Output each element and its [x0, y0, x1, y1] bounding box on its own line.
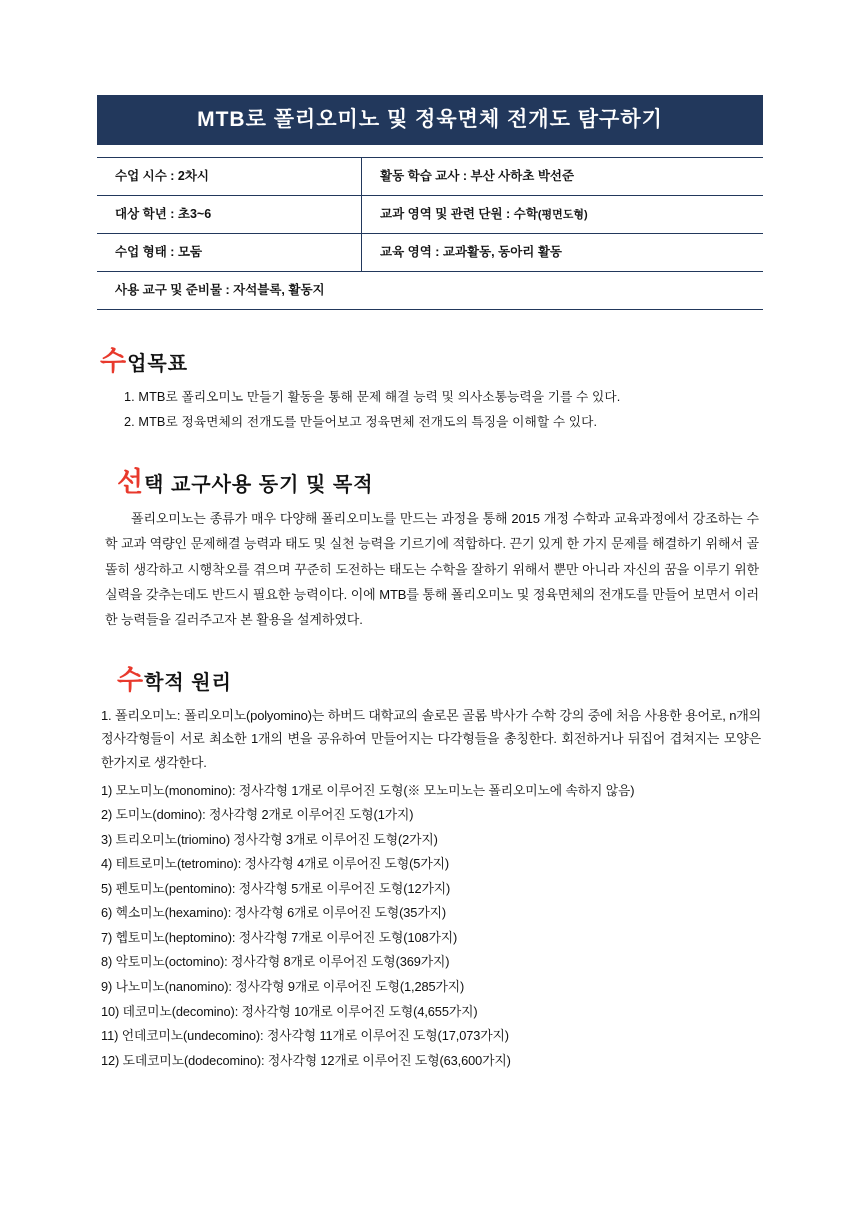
list-item: 4) 테트로미노(tetromino): 정사각형 4개로 이루어진 도형(5가지) — [101, 856, 450, 872]
list-item: 2) 도미노(domino): 정사각형 2개로 이루어진 도형(1가지) — [101, 807, 414, 823]
list-item: 12) 도데코미노(dodecomino): 정사각형 12개로 이루어진 도형(63,600가지) — [101, 1052, 511, 1068]
lesson-info-table — [97, 157, 763, 310]
list-item: 7) 헵토미노(heptomino): 정사각형 7개로 이루어진 도형(108가지) — [101, 929, 458, 945]
list-item: 1) 모노미노(monomino): 정사각형 1개로 이루어진 도형(※ 모노미노는 폴리오미노에 속하지 않음) — [101, 782, 635, 798]
list-item: 3) 트리오미노(triomino) 정사각형 3개로 이루어진 도형(2가지) — [101, 831, 438, 847]
section-heading-goal — [100, 348, 763, 375]
list-item: 9) 나노미노(nanomino): 정사각형 9개로 이루어진 도형(1,285가지) — [101, 979, 465, 994]
info-cell-grade: 대상 학년 : 초3~6 — [97, 196, 362, 234]
section-heading-principle — [117, 664, 763, 695]
motive-paragraph: 폴리오미노는 종류가 매우 다양해 폴리오미노를 만드는 과정을 통해 2015 개정 수학과 교육과정에서 강조하는 수학 교과 역량인 문제해결 능력과 태도 및 실천 능력을 기르기에 적합하다. 끈기 있게 한 가지 문제를 해결하기 위해서 골똘히 생각하고 시행착오를 겪으며 꾸준히 도전하는 태도는 수학을 잘하기 위해서 뿐만 아니라 자신의 꿈을 이루기 위한 실력을 갖추는데도 반드시 필요한 능력이다. 이에 MTB를 통해 폴리오미노 및 정육면체의 전개도를 만들어 보면서 이러한 능력들을 길러주고자 본 활용을 설계하였다. — [105, 510, 759, 628]
heading-rest-text: 학적 원리 — [144, 671, 232, 694]
table-row — [97, 272, 763, 310]
info-subject-paren: (평면도형) — [537, 209, 588, 222]
info-cell-format: 수업 형태 : 모둠 — [97, 234, 362, 272]
heading-highlight-char: 선 — [117, 466, 145, 497]
heading-rest-text: 택 교구사용 동기 및 목적 — [144, 473, 374, 496]
polyomino-list — [101, 779, 763, 1074]
heading-rest-text: 업목표 — [127, 353, 189, 376]
heading-highlight-char: 수 — [117, 664, 145, 695]
info-cell-materials: 사용 교구 및 준비물 : 자석블록, 활동지 — [97, 272, 763, 310]
table-row — [97, 196, 763, 234]
principle-intro-text: 폴리오미노(polyomino)는 하버드 대학교의 솔로몬 골롬 박사가 수학 강의 중에 처음 사용한 용어로, n개의 정사각형들이 서로 최소한 1개의 변을 공유하여 만들어지는 다각형들을 총칭한다. 회전하거나 뒤집어 겹쳐지는 모양은 한가지로 생각한다. — [101, 707, 761, 770]
table-row — [97, 234, 763, 272]
principle-intro-paragraph — [101, 704, 761, 775]
goal-list — [124, 385, 763, 435]
section-heading-motive — [117, 466, 763, 497]
document-title: MTB로 폴리오미노 및 정육면체 전개도 탐구하기 — [97, 95, 763, 145]
info-subject-text: 교과 영역 및 관련 단원 : 수학 — [380, 207, 538, 222]
info-cell-subject — [362, 196, 764, 234]
list-item: 1. MTB로 폴리오미노 만들기 활동을 통해 문제 해결 능력 및 의사소통능력을 기를 수 있다. — [124, 390, 621, 405]
list-item: 8) 악토미노(octomino): 정사각형 8개로 이루어진 도형(369가지) — [101, 954, 450, 970]
list-item: 5) 펜토미노(pentomino): 정사각형 5개로 이루어진 도형(12가지) — [101, 880, 451, 896]
list-item: 2. MTB로 정육면체의 전개도를 만들어보고 정육면체 전개도의 특징을 이해할 수 있다. — [124, 415, 598, 430]
principle-intro-lead: 1. 폴리오미노: — [101, 707, 181, 723]
table-row — [97, 158, 763, 196]
info-cell-area: 교육 영역 : 교과활동, 동아리 활동 — [362, 234, 764, 272]
heading-highlight-char: 수 — [100, 346, 128, 377]
list-item: 10) 데코미노(decomino): 정사각형 10개로 이루어진 도형(4,655가지) — [101, 1003, 478, 1019]
list-item: 11) 언데코미노(undecomino): 정사각형 11개로 이루어진 도형(17,073가지) — [101, 1028, 509, 1044]
info-cell-teacher: 활동 학습 교사 : 부산 사하초 박선준 — [362, 158, 764, 196]
list-item: 6) 헥소미노(hexamino): 정사각형 6개로 이루어진 도형(35가지) — [101, 905, 447, 921]
info-cell-hours: 수업 시수 : 2차시 — [97, 158, 362, 196]
